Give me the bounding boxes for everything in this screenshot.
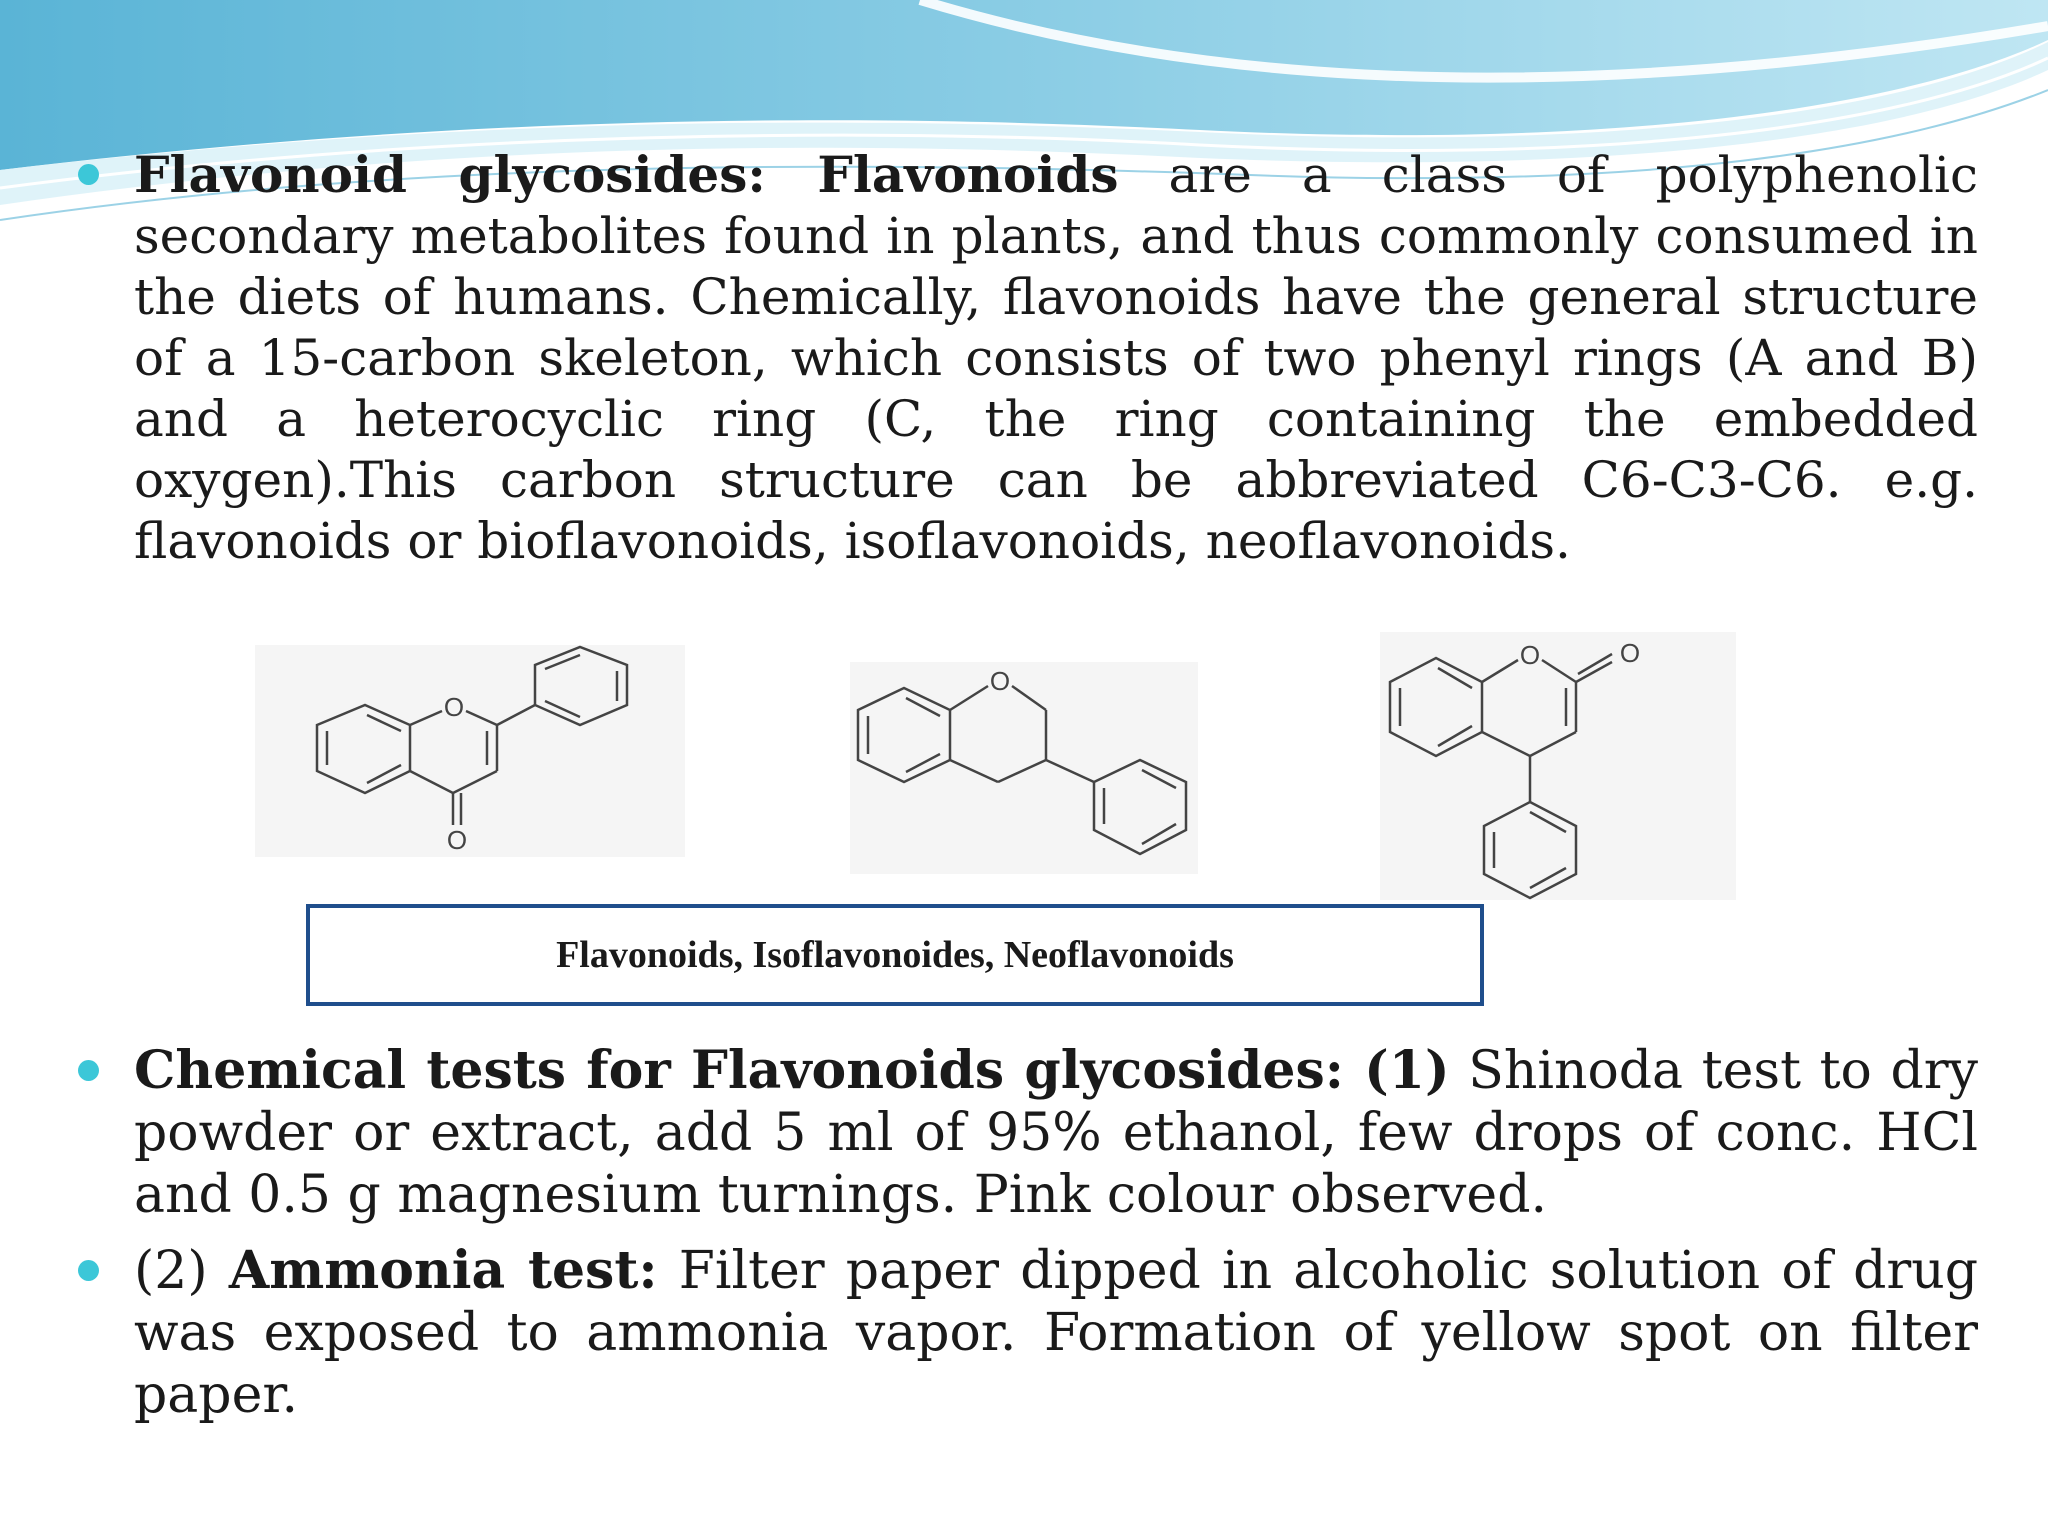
tests-list xyxy=(50,1040,1978,1426)
oxygen-label: O xyxy=(1519,640,1541,670)
isoflavan-structure-icon xyxy=(850,662,1198,874)
oxygen-label: O xyxy=(989,666,1011,696)
ammonia-test-text: Filter paper dipped in alcoholic solution of drug was exposed to ammonia vapor. Formation of yellow spot on filter paper. xyxy=(134,1241,1978,1425)
ammonia-test-bullet xyxy=(50,1240,1978,1426)
tests-heading: Chemical tests for Flavonoids glycosides: (1) xyxy=(134,1040,1450,1101)
neoflavone-structure-icon xyxy=(1380,632,1736,900)
intro-bullet xyxy=(50,144,1978,572)
bullet-icon xyxy=(78,1060,99,1081)
shinoda-test-text: Shinoda test to dry powder or extract, add 5 ml of 95% ethanol, few drops of conc. HCl and 0.5 g magnesium turnings. Pink colour observed. xyxy=(134,1041,1978,1225)
structures-caption: Flavonoids, Isoflavonoides, Neoflavonoids xyxy=(306,904,1484,1006)
intro-term: Flavonoid glycosides: Flavonoids xyxy=(134,145,1119,204)
flavone-structure-icon xyxy=(255,645,685,857)
ammonia-test-heading: Ammonia test: xyxy=(228,1240,658,1301)
ammonia-test-prefix: (2) xyxy=(134,1241,229,1301)
oxygen-label: O xyxy=(443,692,465,722)
oxygen-label: O xyxy=(446,825,468,855)
oxygen-label: O xyxy=(1619,638,1641,668)
intro-list xyxy=(50,144,1978,572)
shinoda-test-bullet xyxy=(50,1040,1978,1226)
bullet-icon xyxy=(78,1260,99,1281)
bullet-icon xyxy=(78,164,99,185)
intro-text: are a class of polyphenolic secondary metabolites found in plants, and thus commonly consumed in the diets of humans. Chemically, flavonoids have the general structure of a 15-carbon skeleton, which consists of two phenyl rings (A and B) and a heterocyclic ring (C, the ring containing the embedded oxygen).This carbon structure can be abbreviated C6-C3-C6. e.g. flavonoids or bioflavonoids, isoflavonoids, neoflavonoids. xyxy=(134,146,1979,570)
